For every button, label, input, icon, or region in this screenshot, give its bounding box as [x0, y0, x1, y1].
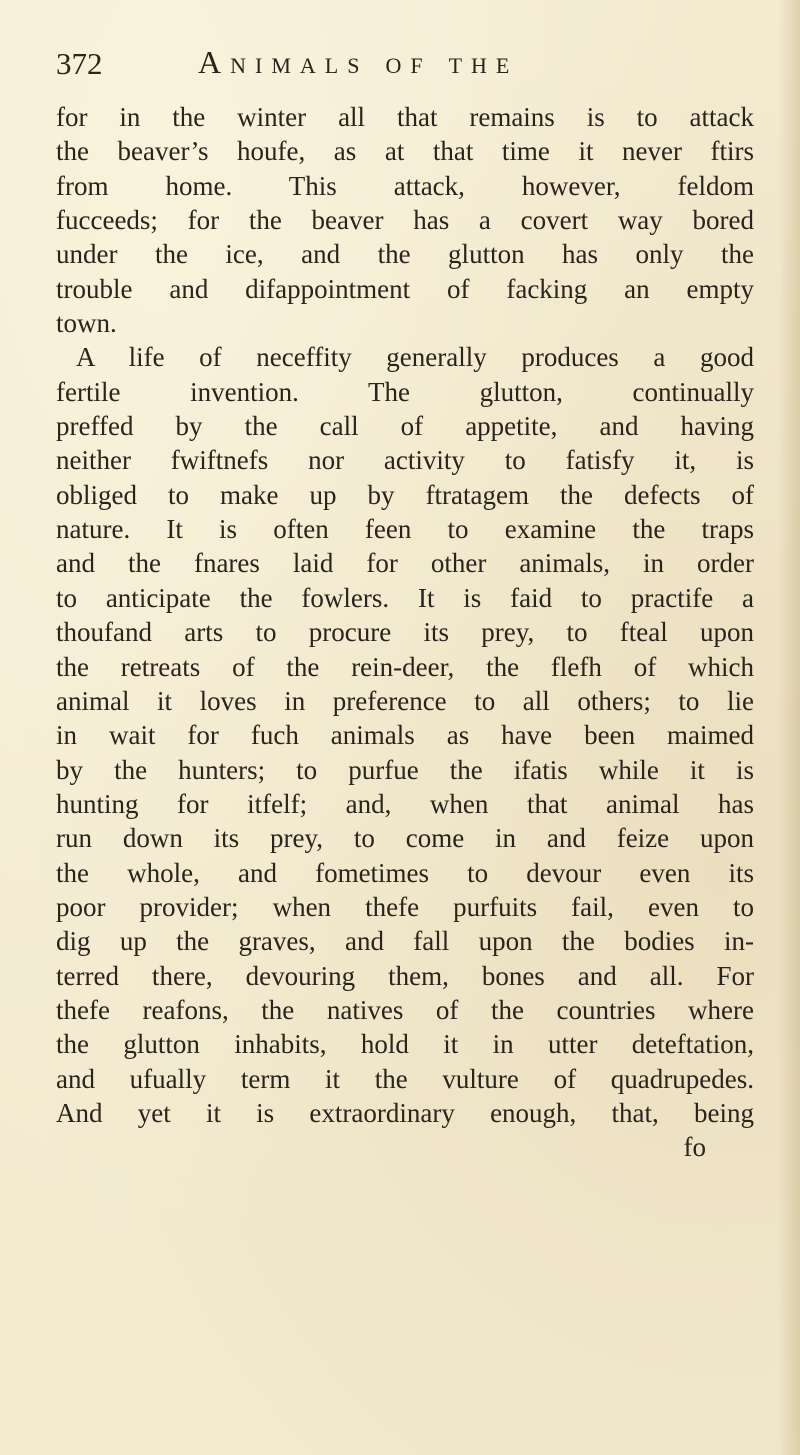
page-header: [56, 44, 756, 88]
text-line: trouble and difappointment of facking an empty: [56, 273, 754, 304]
text-line: the whole, and fometimes to devour even its: [56, 857, 754, 888]
text-line: preffed by the call of appetite, and having: [56, 411, 754, 442]
text-line: hunting for itfelf; and, when that animal has: [56, 788, 754, 819]
body-text: [56, 100, 754, 1165]
text-line: and ufually term it the vulture of quadrupedes.: [56, 1063, 754, 1094]
text-line: by the hunters; to purfue the ifatis while it is: [56, 754, 754, 785]
text-line: run down its prey, to come in and feize upon: [56, 823, 754, 854]
page-edge-shadow: [778, 0, 800, 1455]
text-line: obliged to make up by ftratagem the defects of: [56, 479, 754, 510]
running-head: Animals of the: [198, 44, 519, 80]
text-line: thefe reafons, the natives of the countries where: [56, 994, 754, 1025]
text-line: fucceeds; for the beaver has a covert way bored: [56, 205, 754, 236]
text-line: fertile invention. The glutton, continually: [56, 376, 754, 407]
text-line: dig up the graves, and fall upon the bodies in-: [56, 926, 754, 957]
text-line: And yet it is extraordinary enough, that, being: [56, 1097, 754, 1128]
text-line: the glutton inhabits, hold it in utter deteftation,: [56, 1029, 754, 1060]
text-line: the retreats of the rein-deer, the flefh of which: [56, 651, 754, 682]
text-line: animal it loves in preference to all others; to lie: [56, 685, 754, 716]
text-line: for in the winter all that remains is to attack: [56, 102, 754, 132]
text-line: nature. It is often feen to examine the traps: [56, 514, 754, 545]
text-line: the beaver’s houfe, as at that time it never ftirs: [56, 136, 754, 167]
text-line: poor provider; when thefe purfuits fail, even to: [56, 891, 754, 922]
text-line: A life of neceffity generally produces a good: [76, 342, 754, 373]
text-line: under the ice, and the glutton has only the: [56, 239, 754, 270]
text-line: town.: [56, 308, 117, 339]
text-line: in wait for fuch animals as have been maimed: [56, 720, 754, 751]
text-line: thoufand arts to procure its prey, to fteal upon: [56, 617, 754, 648]
page-number: 372: [56, 46, 103, 81]
catchword: fo: [683, 1132, 706, 1163]
text-line: from home. This attack, however, feldom: [56, 170, 754, 201]
text-line: terred there, devouring them, bones and all. For: [56, 960, 754, 991]
text-line: to anticipate the fowlers. It is faid to practife a: [56, 582, 754, 613]
text-line: and the fnares laid for other animals, in order: [56, 548, 754, 579]
text-line: neither fwiftnefs nor activity to fatisfy it, is: [56, 445, 754, 476]
